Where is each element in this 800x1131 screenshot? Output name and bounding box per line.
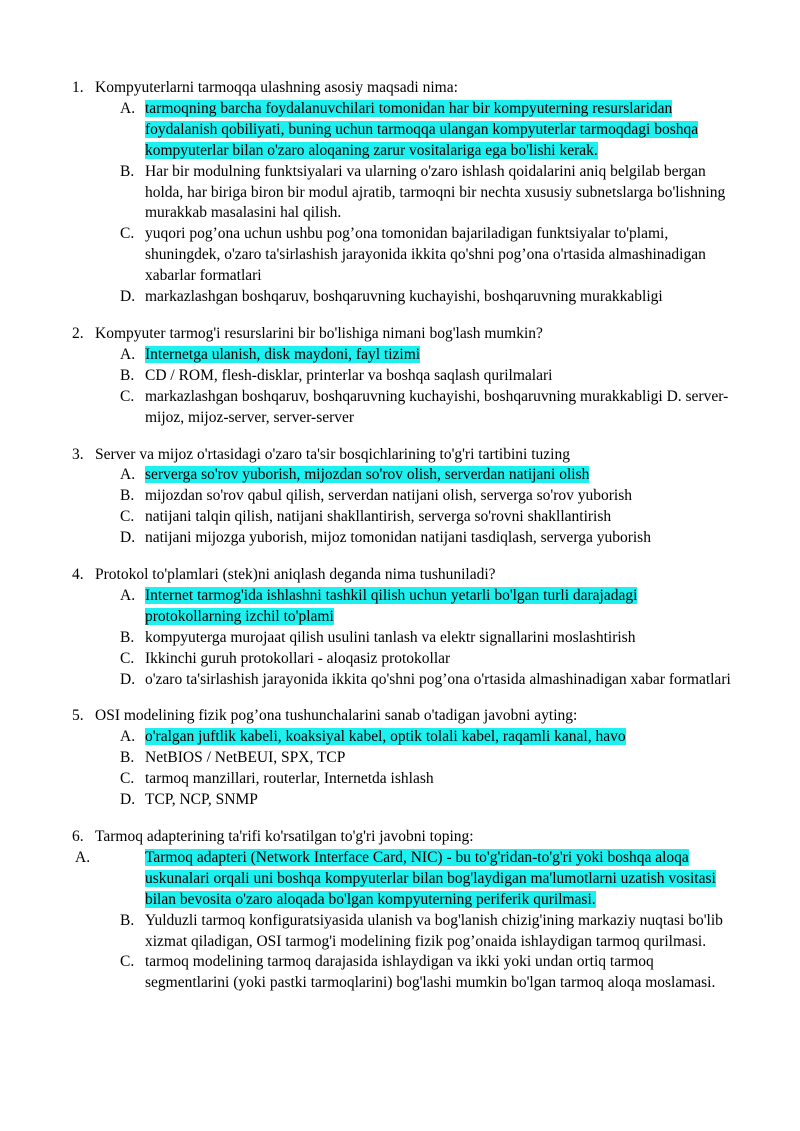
- question-heading: [72, 706, 734, 727]
- question-5: [72, 706, 734, 811]
- option-text: markazlashgan boshqaruv, boshqaruvning kuchayishi, boshqaruvning murakkabligi: [145, 288, 663, 306]
- answer-highlight: tarmoqning barcha foydalanuvchilari tomonidan har bir kompyuterning resurslaridan foydalanish qobiliyati, buning uchun tarmoqqa ulangan kompyuterlar tarmoqdagi boshqa kompyuterlar bilan o'zaro aloqaning zarur vositalariga ega bo'lishi kerak.: [145, 99, 699, 159]
- question-text: OSI modelining fizik pog’ona tushunchalarini sanab o'tadigan javobni ayting:: [95, 707, 578, 725]
- option-a: [72, 99, 734, 162]
- question-3: [72, 445, 734, 550]
- question-text: Protokol to'plamlari (stek)ni aniqlash deganda nima tushuniladi?: [95, 566, 496, 584]
- option-letter: A.: [120, 345, 136, 363]
- option-b: [72, 911, 734, 953]
- option-a: [72, 465, 734, 486]
- option-text: kompyuterga murojaat qilish usulini tanlash va elektr signallarini moslashtirish: [145, 628, 636, 646]
- question-text: Kompyuterlarni tarmoqqa ulashning asosiy maqsadi nima:: [95, 79, 458, 96]
- option-a: [72, 586, 734, 628]
- question-heading: [72, 78, 734, 99]
- option-text: CD / ROM, flesh-disklar, printerlar va boshqa saqlash qurilmalari: [145, 366, 553, 384]
- option-a: [72, 345, 734, 366]
- option-text: [145, 465, 734, 486]
- option-letter: C.: [120, 387, 135, 405]
- option-letter: B.: [120, 487, 135, 505]
- option-letter: A.: [120, 466, 136, 484]
- option-c: [72, 769, 734, 790]
- option-letter: D.: [120, 670, 136, 688]
- option-letter: C.: [120, 953, 135, 971]
- option-letter: C.: [120, 770, 135, 788]
- option-text: natijani mijozga yuborish, mijoz tomonidan natijani tasdiqlash, serverga yuborish: [145, 529, 651, 547]
- option-text: [145, 586, 734, 628]
- option-b: [72, 748, 734, 769]
- option-letter: D.: [120, 288, 136, 306]
- option-c: [72, 952, 734, 994]
- option-d: [72, 790, 734, 811]
- option-letter: A.: [120, 586, 136, 604]
- question-6: [72, 827, 734, 994]
- option-letter: A.: [120, 728, 136, 746]
- question-number: 2.: [72, 324, 84, 342]
- option-d: [72, 670, 734, 691]
- option-b: [72, 366, 734, 387]
- option-a: [72, 848, 734, 911]
- option-c: [72, 649, 734, 670]
- option-text: tarmoq modelining tarmoq darajasida ishlaydigan va ikki yoki undan ortiq tarmoq segmentlarini (yoki pastki tarmoqlarini) bog'lashi mumkin bo'lgan tarmoq aloqa moslamasi.: [145, 953, 716, 992]
- option-letter: A.: [120, 99, 136, 117]
- question-heading: [72, 827, 734, 848]
- option-text: Yulduzli tarmoq konfiguratsiyasida ulanish va bog'lanish chizig'ining markaziy nuqtasi bo'lib xizmat qiladigan, OSI tarmog'i modelining fizik pog’onaida ishlaydigan tarmoq qurilmasi.: [145, 911, 723, 950]
- option-letter: B.: [120, 366, 135, 384]
- answer-highlight: serverga so'rov yuborish, mijozdan so'rov olish, serverdan natijani olish: [145, 466, 590, 484]
- option-text: TCP, NCP, SNMP: [145, 791, 258, 809]
- option-b: [72, 162, 734, 225]
- answer-highlight: Tarmoq adapteri (Network Interface Card, NIC) - bu to'g'ridan-to'g'ri yoki boshqa aloqa uskunalari orqali uni boshqa kompyuterlar bilan bog'laydigan ma'lumotlarni uzatish vositasi bilan bevosita o'zaro aloqada bo'lgan kompyuterning periferik qurilmasi.: [145, 848, 716, 908]
- option-d: [72, 528, 734, 549]
- option-c: [72, 507, 734, 528]
- question-2: [72, 324, 734, 429]
- question-text: Tarmoq adapterining ta'rifi ko'rsatilgan to'g'ri javobni toping:: [95, 828, 474, 845]
- option-a: [72, 727, 734, 748]
- option-c: [72, 224, 734, 287]
- option-text: [145, 848, 734, 911]
- question-number: 5.: [72, 707, 84, 725]
- option-letter: A.: [75, 848, 91, 866]
- option-b: [72, 628, 734, 649]
- question-heading: [72, 565, 734, 586]
- option-text: [145, 727, 734, 748]
- option-text: o'zaro ta'sirlashish jarayonida ikkita qo'shni pog’ona o'rtasida almashinadigan xabar formatlari: [145, 670, 731, 688]
- option-d: [72, 287, 734, 308]
- question-number: 3.: [72, 445, 84, 463]
- option-letter: B.: [120, 749, 135, 767]
- question-number: 4.: [72, 566, 84, 584]
- question-1: [72, 78, 734, 308]
- answer-highlight: Internet tarmog'ida ishlashni tashkil qilish uchun yetarli bo'lgan turli darajadagi protokollarning izchil to'plami: [145, 586, 638, 625]
- option-letter: D.: [120, 529, 136, 547]
- option-text: tarmoq manzillari, routerlar, Internetda ishlash: [145, 770, 434, 788]
- question-heading: [72, 324, 734, 345]
- option-text: [145, 345, 734, 366]
- question-4: [72, 565, 734, 690]
- question-number: 6.: [72, 828, 84, 845]
- option-letter: C.: [120, 649, 135, 667]
- option-text: yuqori pog’ona uchun ushbu pog’ona tomonidan bajariladigan funktsiyalar to'plami, shuningdek, o'zaro ta'sirlashish jarayonida ikkita qo'shni pog’ona o'rtasida almashinadigan xabarlar formatlari: [145, 225, 706, 285]
- option-text: mijozdan so'rov qabul qilish, serverdan natijani olish, serverga so'rov yuborish: [145, 487, 633, 505]
- option-letter: C.: [120, 225, 135, 243]
- option-text: natijani talqin qilish, natijani shakllantirish, serverga so'rovni shakllantirish: [145, 508, 612, 526]
- option-letter: B.: [120, 628, 135, 646]
- option-text: Har bir modulning funktsiyalari va ularning o'zaro ishlash qoidalarini aniq belgilab bergan holda, har biriga biron bir modul ajratib, tarmoqni bir nechta xususiy subnetslarga bo'lishning murakkab masalasini hal qilish.: [145, 162, 726, 222]
- option-letter: B.: [120, 911, 135, 929]
- question-heading: [72, 445, 734, 466]
- option-letter: C.: [120, 508, 135, 526]
- option-letter: D.: [120, 791, 136, 809]
- question-text: Server va mijoz o'rtasidagi o'zaro ta'sir bosqichlarining to'g'ri tartibini tuzing: [95, 445, 570, 463]
- option-text: markazlashgan boshqaruv, boshqaruvning kuchayishi, boshqaruvning murakkabligi D. server-mijoz, mijoz-server, server-server: [145, 387, 729, 426]
- option-c: [72, 387, 734, 429]
- option-text: NetBIOS / NetBEUI, SPX, TCP: [145, 749, 346, 767]
- option-text: Ikkinchi guruh protokollari - aloqasiz protokollar: [145, 649, 451, 667]
- question-number: 1.: [72, 79, 84, 96]
- answer-highlight: Internetga ulanish, disk maydoni, fayl tizimi: [145, 345, 421, 363]
- option-letter: B.: [120, 162, 135, 180]
- option-b: [72, 486, 734, 507]
- option-text: [145, 99, 734, 162]
- answer-highlight: o'ralgan juftlik kabeli, koaksiyal kabel, optik tolali kabel, raqamli kanal, havo: [145, 728, 626, 746]
- question-text: Kompyuter tarmog'i resurslarini bir bo'lishiga nimani bog'lash mumkin?: [95, 324, 543, 342]
